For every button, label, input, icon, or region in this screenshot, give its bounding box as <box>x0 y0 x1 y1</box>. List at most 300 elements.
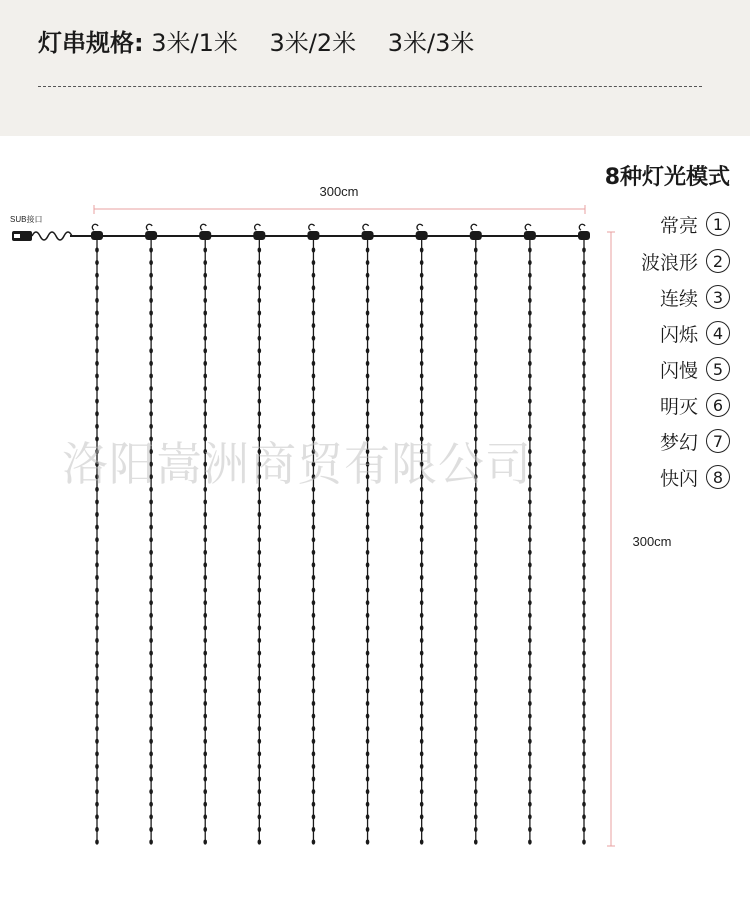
bulb <box>149 751 153 756</box>
bulb <box>582 462 586 467</box>
bulb <box>203 260 207 265</box>
bulb <box>474 512 478 517</box>
bulb <box>149 525 153 530</box>
bulb <box>582 600 586 605</box>
mode-item-2 <box>641 247 730 275</box>
bulb <box>203 273 207 278</box>
mode-number-icon: 1 <box>706 212 730 236</box>
bulb <box>474 638 478 643</box>
bulb <box>474 411 478 416</box>
strand-clip <box>91 231 103 240</box>
bulb <box>474 688 478 693</box>
bulb <box>258 802 262 807</box>
bulb <box>258 562 262 567</box>
mode-label: 波浪形 <box>640 251 698 274</box>
bulb <box>95 688 99 693</box>
bulb <box>312 587 316 592</box>
spec-label: 灯串规格: <box>38 29 144 57</box>
bulb <box>528 285 532 290</box>
strand-clip <box>524 231 536 240</box>
bulb <box>95 562 99 567</box>
bulb <box>203 827 207 832</box>
bulb <box>258 550 262 555</box>
bulb <box>582 487 586 492</box>
bulb <box>149 650 153 655</box>
bulb <box>528 310 532 315</box>
bulb <box>420 776 424 781</box>
bulb <box>420 575 424 580</box>
bulb <box>312 273 316 278</box>
bulb <box>258 713 262 718</box>
bulb <box>203 587 207 592</box>
bulb <box>420 537 424 542</box>
bulb <box>258 663 262 668</box>
bulb <box>582 436 586 441</box>
bulb <box>149 399 153 404</box>
bulb <box>582 650 586 655</box>
bulb <box>528 600 532 605</box>
bulb <box>149 827 153 832</box>
bulb <box>203 386 207 391</box>
mode-number-icon: 5 <box>706 357 730 381</box>
mode-number-icon: 2 <box>706 249 730 273</box>
mode-label: 梦幻 <box>659 431 698 454</box>
bulb <box>258 726 262 731</box>
bulb <box>95 776 99 781</box>
bulb <box>474 336 478 341</box>
bulb <box>366 613 370 618</box>
bulb <box>474 701 478 706</box>
bulb <box>366 562 370 567</box>
strand-clip <box>199 231 211 240</box>
bulb <box>366 399 370 404</box>
light-strand <box>524 224 536 844</box>
bulb <box>312 802 316 807</box>
bulb <box>149 336 153 341</box>
bulb <box>149 802 153 807</box>
bulb <box>95 701 99 706</box>
bulb <box>582 424 586 429</box>
bulb <box>149 499 153 504</box>
bulb <box>258 751 262 756</box>
bulb <box>420 361 424 366</box>
bulb <box>366 373 370 378</box>
bulb <box>366 361 370 366</box>
hook-icon <box>255 224 261 230</box>
bulb <box>366 247 370 252</box>
bulb <box>149 638 153 643</box>
bulb <box>258 336 262 341</box>
bulb <box>149 386 153 391</box>
bulb <box>258 361 262 366</box>
bulb <box>258 386 262 391</box>
bulb <box>474 525 478 530</box>
header-banner <box>0 0 750 136</box>
bulb <box>203 550 207 555</box>
bulb <box>203 676 207 681</box>
bulb <box>366 499 370 504</box>
bulb <box>474 386 478 391</box>
strand-clip <box>578 231 590 240</box>
bulb <box>95 348 99 353</box>
bulb <box>366 298 370 303</box>
bulb <box>203 814 207 819</box>
bulb <box>528 638 532 643</box>
bulb <box>528 688 532 693</box>
bulb <box>474 776 478 781</box>
bulb <box>366 525 370 530</box>
bulb <box>420 386 424 391</box>
bulb <box>366 701 370 706</box>
bulb <box>420 525 424 530</box>
bulb <box>582 776 586 781</box>
bulb <box>312 625 316 630</box>
bulb <box>203 764 207 769</box>
bulb <box>258 373 262 378</box>
bulb <box>149 688 153 693</box>
mode-item-8 <box>660 463 730 491</box>
bulb <box>528 386 532 391</box>
bulb <box>420 550 424 555</box>
bulb <box>95 411 99 416</box>
bulb <box>474 726 478 731</box>
bulb <box>366 827 370 832</box>
bulb <box>366 663 370 668</box>
bulb <box>582 688 586 693</box>
bulb <box>203 336 207 341</box>
light-strand <box>145 224 157 844</box>
bulb <box>312 613 316 618</box>
bulb <box>258 310 262 315</box>
bulb <box>95 399 99 404</box>
bulb <box>528 361 532 366</box>
bulb <box>312 650 316 655</box>
bulb <box>420 814 424 819</box>
bulb <box>528 537 532 542</box>
bulb <box>366 386 370 391</box>
bulb <box>528 751 532 756</box>
bulb <box>366 739 370 744</box>
bulb <box>258 587 262 592</box>
bulb <box>528 260 532 265</box>
bulb <box>420 587 424 592</box>
bulb <box>366 625 370 630</box>
watermark: 洛阳嵩洲商贸有限公司 <box>62 437 532 491</box>
bulb <box>582 713 586 718</box>
mode-item-3 <box>660 283 730 311</box>
bulb <box>582 499 586 504</box>
bulb <box>203 399 207 404</box>
bulb <box>582 751 586 756</box>
bulb <box>420 348 424 353</box>
bulb <box>312 537 316 542</box>
bulb <box>582 285 586 290</box>
bulb <box>95 499 99 504</box>
bulb <box>95 512 99 517</box>
mode-item-6 <box>660 391 730 419</box>
bulb <box>582 373 586 378</box>
bulb <box>420 713 424 718</box>
bulb <box>95 613 99 618</box>
bulb <box>203 701 207 706</box>
bulb <box>312 827 316 832</box>
bulb <box>528 587 532 592</box>
bulb <box>366 537 370 542</box>
bulb <box>312 285 316 290</box>
bulb <box>203 525 207 530</box>
bulb <box>420 499 424 504</box>
hook-icon <box>146 224 152 230</box>
bulb <box>366 802 370 807</box>
bulb <box>258 764 262 769</box>
bulb <box>95 751 99 756</box>
bulb <box>474 789 478 794</box>
bulb <box>258 650 262 655</box>
spec-value-2: 3米/2米 <box>269 29 357 57</box>
bulb <box>312 839 316 844</box>
mode-item-5 <box>660 355 730 383</box>
bulb <box>312 361 316 366</box>
bulb <box>203 361 207 366</box>
bulb <box>420 688 424 693</box>
bulb <box>312 373 316 378</box>
mode-label: 快闪 <box>659 467 698 490</box>
bulb <box>95 336 99 341</box>
bulb <box>474 587 478 592</box>
bulb <box>312 789 316 794</box>
mode-item-4 <box>660 319 730 347</box>
bulb <box>420 751 424 756</box>
bulb <box>203 802 207 807</box>
bulb <box>420 701 424 706</box>
bulb <box>149 600 153 605</box>
port-label: SUB接口 <box>10 215 43 224</box>
dashed-divider <box>38 86 702 87</box>
bulb <box>312 550 316 555</box>
bulb <box>582 802 586 807</box>
bulb <box>312 600 316 605</box>
width-dimension <box>94 184 585 214</box>
bulb <box>366 713 370 718</box>
bulb <box>528 613 532 618</box>
bulb <box>582 575 586 580</box>
bulb <box>149 273 153 278</box>
bulb <box>528 625 532 630</box>
bulb <box>149 260 153 265</box>
strand-clip <box>416 231 428 240</box>
bulb <box>95 525 99 530</box>
bulb <box>582 411 586 416</box>
bulb <box>258 575 262 580</box>
bulb <box>528 726 532 731</box>
bulb <box>474 562 478 567</box>
bulb <box>203 499 207 504</box>
bulb <box>95 663 99 668</box>
hook-icon <box>417 224 423 230</box>
bulb <box>420 310 424 315</box>
bulb <box>95 625 99 630</box>
bulb <box>420 399 424 404</box>
bulb <box>582 764 586 769</box>
bulb <box>149 613 153 618</box>
bulb <box>474 285 478 290</box>
bulb <box>258 701 262 706</box>
bulb <box>312 776 316 781</box>
bulb <box>203 776 207 781</box>
bulb <box>528 739 532 744</box>
bulb <box>95 575 99 580</box>
bulb <box>366 575 370 580</box>
bulb <box>528 336 532 341</box>
bulb <box>203 839 207 844</box>
hook-icon <box>363 224 369 230</box>
bulb <box>582 638 586 643</box>
spec-value-1: 3米/1米 <box>151 29 238 57</box>
light-strand <box>91 224 103 844</box>
bulb <box>203 789 207 794</box>
bulb <box>312 323 316 328</box>
bulb <box>582 625 586 630</box>
bulb <box>203 688 207 693</box>
bulb <box>420 323 424 328</box>
bulb <box>582 361 586 366</box>
bulb <box>258 298 262 303</box>
bulb <box>420 298 424 303</box>
bulb <box>528 776 532 781</box>
bulb <box>95 361 99 366</box>
bulb <box>203 348 207 353</box>
bulb <box>474 764 478 769</box>
bulb <box>582 336 586 341</box>
bulb <box>528 764 532 769</box>
bulb <box>95 638 99 643</box>
bulb <box>95 386 99 391</box>
bulb <box>474 348 478 353</box>
bulb <box>420 512 424 517</box>
bulb <box>528 676 532 681</box>
bulb <box>420 600 424 605</box>
bulb <box>420 663 424 668</box>
bulb <box>474 373 478 378</box>
bulb <box>528 650 532 655</box>
bulb <box>582 739 586 744</box>
bulb <box>149 764 153 769</box>
bulb <box>366 789 370 794</box>
bulb <box>312 499 316 504</box>
bulb <box>203 537 207 542</box>
bulb <box>258 525 262 530</box>
bulb <box>312 688 316 693</box>
bulb <box>420 562 424 567</box>
bulb <box>420 273 424 278</box>
bulb <box>149 789 153 794</box>
bulb <box>203 247 207 252</box>
bulb <box>149 285 153 290</box>
bulb <box>258 285 262 290</box>
bulb <box>474 676 478 681</box>
bulb <box>474 814 478 819</box>
bulb <box>528 399 532 404</box>
bulb <box>149 726 153 731</box>
bulb <box>258 839 262 844</box>
bulb <box>312 310 316 315</box>
bulb <box>149 839 153 844</box>
hook-icon <box>579 224 585 230</box>
bulb <box>420 411 424 416</box>
bulb <box>582 512 586 517</box>
bulb <box>203 613 207 618</box>
bulb <box>258 638 262 643</box>
bulb <box>474 361 478 366</box>
bulb <box>420 247 424 252</box>
bulb <box>474 650 478 655</box>
bulb <box>420 827 424 832</box>
hook-icon <box>309 224 315 230</box>
bulb <box>366 323 370 328</box>
bulb <box>203 650 207 655</box>
bulb <box>95 550 99 555</box>
bulb <box>366 260 370 265</box>
bulb <box>258 625 262 630</box>
light-strand <box>253 224 265 844</box>
bulb <box>474 839 478 844</box>
bulb <box>474 273 478 278</box>
bulb <box>366 776 370 781</box>
bulb <box>312 713 316 718</box>
bulb <box>258 247 262 252</box>
bulb <box>474 298 478 303</box>
bulb <box>366 600 370 605</box>
bulb <box>312 399 316 404</box>
bulb <box>95 802 99 807</box>
bulb <box>95 789 99 794</box>
bulb <box>366 688 370 693</box>
bulb <box>420 802 424 807</box>
bulb <box>528 701 532 706</box>
bulb <box>149 562 153 567</box>
bulb <box>528 512 532 517</box>
bulb <box>474 600 478 605</box>
bulb <box>95 298 99 303</box>
bulb <box>312 386 316 391</box>
light-strand <box>362 224 374 844</box>
bulb <box>312 814 316 819</box>
mode-number-icon: 4 <box>706 321 730 345</box>
bulb <box>528 663 532 668</box>
bulb <box>582 323 586 328</box>
hook-icon <box>201 224 207 230</box>
spec-value-3: 3米/3米 <box>387 29 475 57</box>
bulb <box>258 260 262 265</box>
bulb <box>582 550 586 555</box>
bulb <box>95 285 99 290</box>
bulb <box>366 336 370 341</box>
bulb <box>95 814 99 819</box>
bulb <box>366 512 370 517</box>
bulb <box>149 310 153 315</box>
bulb <box>258 348 262 353</box>
light-strand <box>199 224 211 844</box>
bulb <box>149 537 153 542</box>
bulb <box>474 310 478 315</box>
bulb <box>582 663 586 668</box>
bulb <box>149 663 153 668</box>
bulb <box>312 348 316 353</box>
bulb <box>258 600 262 605</box>
bulb <box>582 449 586 454</box>
bulb <box>366 751 370 756</box>
bulb <box>582 273 586 278</box>
